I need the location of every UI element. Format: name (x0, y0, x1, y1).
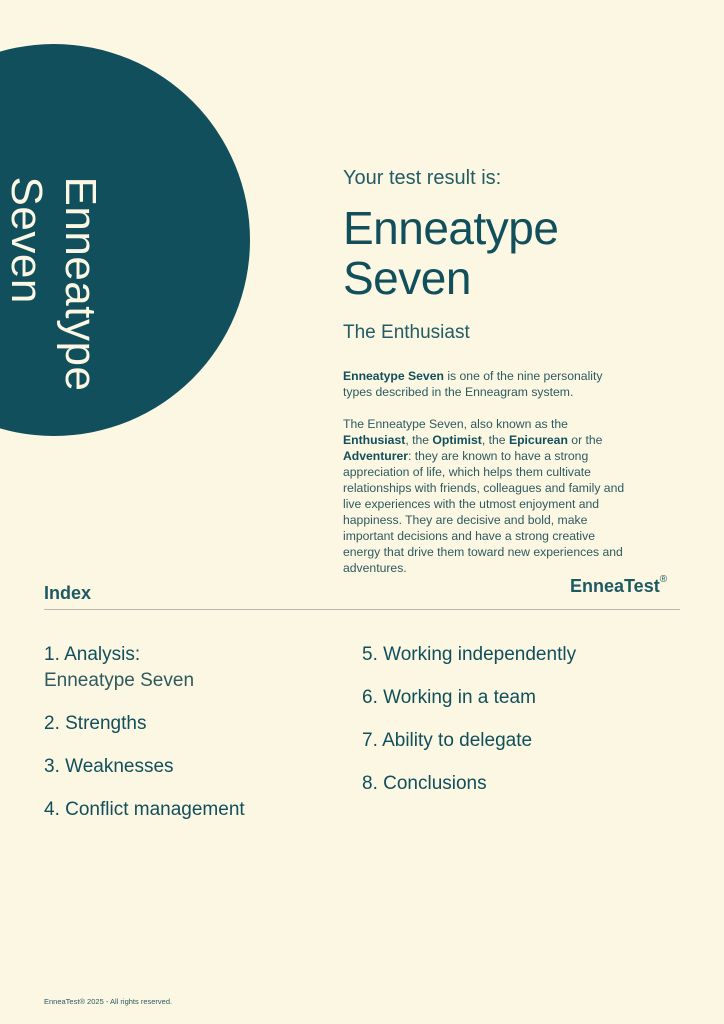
index-divider (44, 609, 680, 610)
p2-bold-optimist: Optimist (432, 433, 482, 447)
intro-paragraph-1 (343, 368, 625, 400)
circle-title-line2: Seven (2, 176, 51, 304)
toc-item-label: 1. Analysis: (44, 644, 141, 665)
toc-item-working-independently[interactable]: 5. Working independently (362, 644, 577, 665)
brand-name: EnneaTest (570, 576, 660, 596)
toc-item-working-in-a-team[interactable]: 6. Working in a team (362, 687, 536, 708)
result-title-line1: Enneatype (343, 202, 559, 254)
p2-text-e: or the (567, 433, 603, 447)
p2-text-c: , the (405, 433, 433, 447)
brand-logo (570, 576, 667, 597)
p2-bold-enthusiast: Enthusiast (343, 433, 406, 447)
circle-title-line1: Enneatype (56, 176, 105, 392)
toc-right-column (362, 643, 576, 815)
p2-bold-adventurer: Adventurer (343, 449, 409, 463)
hero-circle (0, 44, 250, 436)
toc-item-analysis[interactable] (44, 643, 245, 693)
toc-item-conflict-management[interactable]: 4. Conflict management (44, 799, 245, 820)
circle-title (0, 177, 107, 392)
toc-item-conclusions[interactable]: 8. Conclusions (362, 773, 487, 794)
result-lead: Your test result is: (343, 167, 502, 189)
p2-text-a: The Enneatype Seven, also known as the (343, 417, 568, 431)
toc-item-ability-to-delegate[interactable]: 7. Ability to delegate (362, 730, 533, 751)
toc-left-column (44, 643, 245, 841)
intro-paragraph-2 (343, 416, 625, 576)
toc-item-weaknesses[interactable]: 3. Weaknesses (44, 756, 174, 777)
p2-bold-epicurean: Epicurean (508, 433, 568, 447)
result-title-line2: Seven (343, 252, 471, 304)
footer-copyright: EnneaTest® 2025 - All rights reserved. (44, 997, 173, 1006)
index-heading: Index (44, 583, 92, 603)
brand-registered-mark: ® (659, 574, 668, 585)
toc-item-strengths[interactable]: 2. Strengths (44, 713, 147, 734)
p2-text-f: : they are known to have a strong appreciation of life, which helps them cultivate relationships with friends, colleagues and family and live experiences with the utmost enjoyment and happiness. They are decisive and bold, make important decisions and have a strong creative energy that drive them toward new experiences and adventures. (343, 449, 625, 575)
intro-section (343, 165, 673, 576)
p2-text-d: , the (481, 433, 509, 447)
toc-item-sublabel: Enneatype Seven (44, 670, 195, 691)
p1-bold: Enneatype Seven (343, 369, 444, 383)
p1-rest: is one of the nine personality types described in the Enneagram system. (343, 369, 603, 399)
result-subtitle: The Enthusiast (343, 322, 470, 343)
result-title (343, 203, 673, 303)
